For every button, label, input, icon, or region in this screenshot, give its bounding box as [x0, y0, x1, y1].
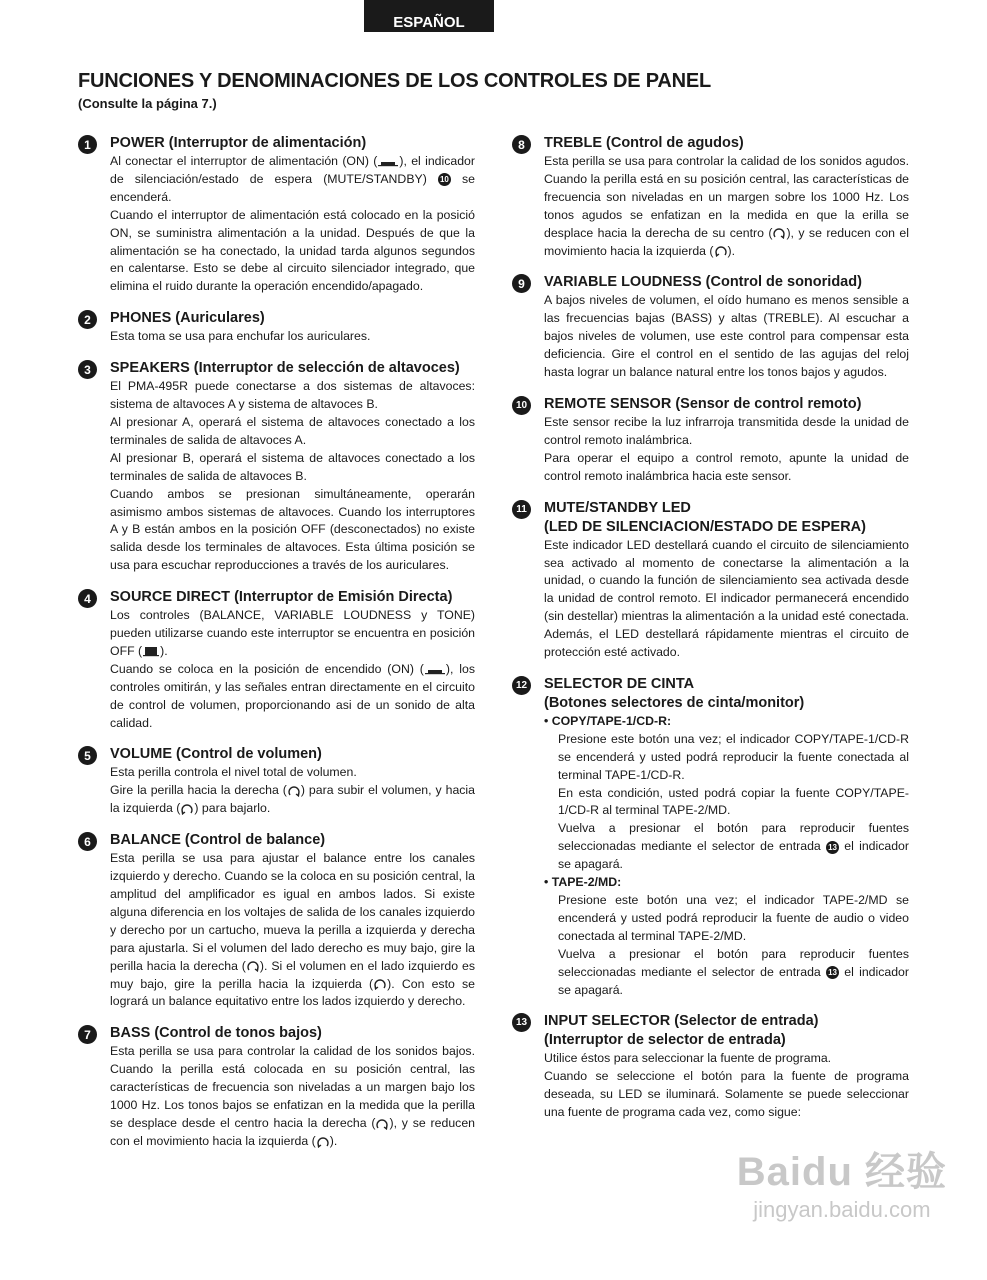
page-title: FUNCIONES Y DENOMINACIONES DE LOS CONTROLES DE PANEL [78, 70, 711, 92]
left-column [78, 134, 475, 1151]
section-number: 3 [78, 360, 97, 379]
section-subheading: (Botones selectores de cinta/monitor) [544, 694, 805, 711]
section-paragraph: Esta perilla se usa para controlar la calidad de los sonidos agudos. Cuando la perilla está en su posición central, las características de frecuencia son niveladas en un margen sobre los 1000 Hz. Los tonos agudos se enfatizan en la medida en que la erilla se desplace hacia la derecha de su centro ( ), y se reducen con el movimiento hacia la izquierda ( ). [544, 154, 909, 258]
section-number: 7 [78, 1025, 97, 1044]
section-paragraph: El PMA-495R puede conectarse a dos sistemas de altavoces: sistema de altavoces A y sistema de altavoces B. [110, 379, 475, 412]
section-paragraph: Esta perilla se usa para controlar la calidad de los sonidos bajos. Cuando la perilla está colocada en su posición central, las características de frecuencia son niveladas a un margen bajo los 1000 Hz. Los tonos bajos se enfatizan en la medida que la perilla se desplace desde el centro hacia la derecha ( ), y se reducen con el movimiento hacia la izquierda ( ). [110, 1044, 475, 1148]
section-number: 13 [512, 1013, 531, 1032]
section-paragraph: Cuando se seleccione el botón para la fuente de programa deseada, su LED se iluminará. Solamente se puede seleccionar una fuente de programa cada vez, como sigue: [544, 1069, 909, 1120]
section-number: 10 [512, 396, 531, 415]
bullet-body [544, 892, 909, 999]
section-number: 1 [78, 135, 97, 154]
reference-number-icon: 10 [438, 173, 451, 186]
section-paragraph: Cuando ambos se presionan simultáneamente, operarán asimismo ambos sistemas de altavoces. Cuando los interruptores A y B están ambos en la posición OFF (desconectados) no existe salida desde los terminales de altavoces. Esta última posición se usa para escuchar reproducciones a través de los auriculares. [110, 486, 475, 573]
section-paragraph: En esta condición, usted podrá copiar la fuente COPY/TAPE-1/CD-R al terminal TAPE-2/MD. [558, 785, 909, 818]
section-number: 6 [78, 832, 97, 851]
section-heading: VOLUME (Control de volumen) [110, 746, 322, 763]
section-power [78, 134, 475, 296]
section-paragraph: Presione este botón una vez; el indicador COPY/TAPE-1/CD-R se encenderá y usted podrá reproducir la fuente conectada al terminal TAPE-1/CD-R. [558, 731, 909, 782]
section-tape-selector [512, 675, 909, 1000]
section-number: 11 [512, 500, 531, 519]
section-paragraph: Cuando se coloca en la posición de encendido (ON) ( ), los controles omitirán, y las señales entran directamente en el circuito de control de volumen, proporcionando asi de un sonido de alta calidad. [110, 661, 475, 730]
section-heading: VARIABLE LOUDNESS (Control de sonoridad) [544, 274, 862, 291]
section-bass [78, 1024, 475, 1150]
reference-number-icon: 13 [826, 841, 839, 854]
section-heading: MUTE/STANDBY LED [544, 499, 691, 516]
section-paragraph: A bajos niveles de volumen, el oído humano es menos sensible a las frecuencias bajas (BASS) y altas (TREBLE). Al escuchar a bajos niveles de volumen, use este control para compensar esta deficiencia. Gire el control en el sentido de las agujas del reloj hasta lograr un balance natural entre los tonos bajos y agudos. [544, 293, 909, 380]
section-phones [78, 309, 475, 346]
switch-off-icon [142, 646, 160, 657]
section-number: 2 [78, 310, 97, 329]
rotate-clockwise-icon [287, 785, 301, 797]
switch-on-icon [377, 157, 399, 167]
section-paragraph: Utilice éstos para seleccionar la fuente de programa. [544, 1051, 832, 1066]
rotate-counterclockwise-icon [373, 978, 387, 990]
section-paragraph: Presione este botón una vez; el indicador TAPE-2/MD se encenderá y usted podrá reproducir la fuente de audio o video conectada al terminal TAPE-2/MD. [558, 893, 909, 943]
section-heading: POWER (Interruptor de alimentación) [110, 135, 367, 151]
language-tab: ESPAÑOL [364, 0, 494, 32]
section-input-selector [512, 1012, 909, 1122]
section-balance [78, 831, 475, 1011]
section-paragraph: Al presionar A, operará el sistema de altavoces conectado a los terminales de salida de altavoces A. [110, 414, 475, 447]
section-source-direct [78, 588, 475, 732]
section-paragraph: Vuelva a presionar el botón para reproducir fuentes seleccionadas mediante el selector de entrada 13 el indicador se apagará. [558, 946, 909, 997]
section-number: 12 [512, 676, 531, 695]
rotate-clockwise-icon [246, 960, 260, 972]
section-paragraph: Para operar el equipo a control remoto, apunte la unidad de control remoto inalámbrica hacia este sensor. [544, 450, 909, 483]
section-volume [78, 745, 475, 818]
section-paragraph: Esta toma se usa para enchufar los auriculares. [110, 329, 371, 344]
rotate-clockwise-icon [375, 1118, 389, 1130]
section-heading: REMOTE SENSOR (Sensor de control remoto) [544, 395, 862, 412]
section-mute-standby-led [512, 499, 909, 662]
watermark [737, 1140, 947, 1223]
section-number: 5 [78, 746, 97, 765]
page-subtitle: (Consulte la página 7.) [78, 96, 217, 111]
section-speakers [78, 359, 475, 575]
section-subheading: (LED DE SILENCIACION/ESTADO DE ESPERA) [544, 518, 866, 535]
section-paragraph: Gire la perilla hacia la derecha ( ) para subir el volumen, y hacia la izquierda ( ) para bajarlo. [110, 783, 475, 816]
section-heading: SOURCE DIRECT (Interruptor de Emisión Directa) [110, 589, 453, 606]
section-number: 8 [512, 135, 531, 154]
section-remote-sensor [512, 395, 909, 486]
watermark-url: jingyan.baidu.com [753, 1197, 931, 1222]
watermark-brand: Baidu 经验 [736, 1150, 947, 1194]
section-number: 4 [78, 589, 97, 608]
section-heading: BALANCE (Control de balance) [110, 832, 326, 849]
section-treble [512, 134, 909, 260]
bullet-heading: • COPY/TAPE-1/CD-R: [544, 713, 672, 728]
right-column [512, 134, 909, 1122]
section-variable-loudness [512, 273, 909, 382]
section-heading: TREBLE (Control de agudos) [544, 135, 744, 151]
rotate-counterclockwise-icon [316, 1136, 330, 1148]
section-heading: BASS (Control de tonos bajos) [110, 1025, 322, 1042]
section-paragraph: Al presionar B, operará el sistema de altavoces conectado a los terminales de salida de altavoces B. [110, 450, 475, 483]
bullet-body [544, 731, 909, 874]
section-paragraph: Esta perilla se usa para ajustar el balance entre los canales izquierdo y derecho. Cuando se la coloca en su posición central, la amplitud del amplificador es igual en ambos lados. Si existe alguna diferencia en los voltajes de salida de los canales izquierdo y derecho por un cartucho, mueva la perilla a izquierda y derecha para ajustarla. Si el volumen del lado derecho es muy bajo, gire la perilla hacia la derecha ( ). Si el volumen en el lado izquierdo es muy bajo, gire la perilla hacia la izquierda ( ). Con esto se logrará un balance equitativo entre los lados izquierdo y derecho. [110, 851, 476, 1009]
section-paragraph: Este sensor recibe la luz infrarroja transmitida desde la unidad de control remoto inalámbrica. [544, 414, 909, 447]
section-heading: PHONES (Auriculares) [110, 310, 265, 327]
section-paragraph: Esta perilla controla el nivel total de volumen. [110, 765, 357, 780]
rotate-counterclockwise-icon [714, 245, 728, 257]
section-paragraph: Vuelva a presionar el botón para reproducir fuentes seleccionadas mediante el selector de entrada 13 el indicador se apagará. [558, 821, 909, 872]
section-paragraph: Este indicador LED destellará cuando el circuito de silenciamiento sea activado al momento de conectarse la alimentación a la unidad, o cuando la función de silenciamiento sea activada desde la unidad de control remoto. El indicador permanecerá encendido (sin destellar) mientras la alimentación a la unidad esté conectada. Además, el LED destellará rápidamente mientras el circuito de protección esté activado. [544, 537, 909, 660]
section-heading: INPUT SELECTOR (Selector de entrada) [544, 1013, 819, 1030]
bullet-heading: • TAPE-2/MD: [544, 875, 622, 890]
rotate-counterclockwise-icon [180, 803, 194, 815]
switch-on-icon [424, 665, 446, 675]
section-number: 9 [512, 274, 531, 293]
rotate-clockwise-icon [772, 227, 786, 239]
section-paragraph: Al conectar el interruptor de alimentación (ON) ( ), el indicador de silenciación/estado de espera (MUTE/STANDBY) 10 se encenderá. [110, 154, 476, 204]
section-heading: SELECTOR DE CINTA [544, 675, 695, 692]
section-paragraph: Cuando el interruptor de alimentación está colocado en la posició ON, se suministra alimentación a la unidad. Después de que la alimentación se ha conectado, la unidad tarda algunos segundos en calentarse. Esto se debe al circuito silenciador integrado, que elimina el ruido durante la operación encendido/apagado. [110, 207, 475, 294]
section-paragraph: Los controles (BALANCE, VARIABLE LOUDNESS y TONE) pueden utilizarse cuando este interruptor se encuentra en posición OFF ( ). [110, 608, 475, 658]
section-heading: SPEAKERS (Interruptor de selección de altavoces) [110, 360, 460, 377]
section-subheading: (Interruptor de selector de entrada) [544, 1032, 786, 1049]
reference-number-icon: 13 [826, 966, 839, 979]
